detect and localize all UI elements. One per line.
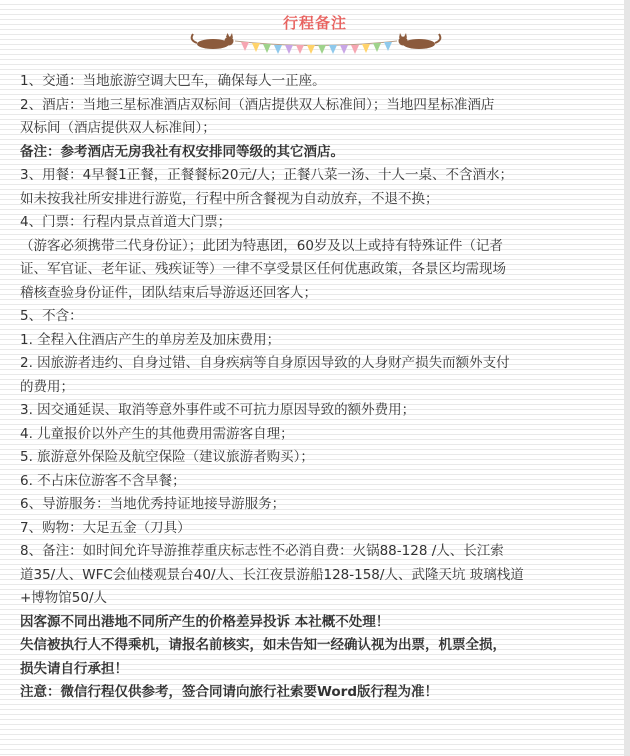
scrollbar-track[interactable] — [624, 0, 630, 756]
note-transport: 1、交通：当地旅游空调大巴车，确保每人一正座。 — [20, 73, 326, 89]
notice-price-difference: 因客源不同出港地不同所产生的价格差异投诉 本社概不处理！ — [20, 613, 390, 630]
excluded-item-4: 4. 儿童报价以外产生的其他费用需游客自理； — [20, 425, 294, 442]
note-hotel-cont: 双标间（酒店提供双人标准间）； — [20, 120, 216, 136]
note-hotel-remark: 备注：参考酒店无房我社有权安排同等级的其它酒店。 — [20, 143, 344, 160]
excluded-item-5: 5. 旅游意外保险及航空保险（建议旅游者购买）； — [20, 449, 314, 465]
note-guide-service: 6、导游服务：当地优秀持证地接导游服务； — [20, 496, 286, 512]
note-meals-cont: 如未按我社所安排进行游览，行程中所含餐视为自动放弃，不退不换； — [20, 190, 439, 207]
note-tickets-detail-2: 证、军官证、老年证、残疾证等）一律不享受景区任何优惠政策，各景区均需现场 — [20, 261, 506, 277]
note-excluded: 5、不含： — [20, 308, 83, 324]
notice-flight-ticket: 失信被执行人不得乘机，请报名前核实，如未告知一经确认视为出票，机票全损， — [20, 637, 506, 653]
notice-flight-ticket-cont: 损失请自行承担！ — [20, 660, 128, 677]
itinerary-notes — [20, 70, 620, 705]
excluded-item-6: 6. 不占床位游客不含早餐； — [20, 472, 186, 489]
note-shopping: 7、购物：大足五金（刀具） — [20, 519, 191, 536]
note-optional-expenses-cont: 道35/人、WFC会仙楼观景台40/人、长江夜景游船128-158/人、武隆天坑 玻璃栈道 — [20, 566, 524, 583]
note-meals: 3、用餐：4早餐1正餐，正餐餐标20元/人；正餐八菜一汤、十人一桌、不含酒水； — [20, 167, 513, 183]
note-tickets: 4、门票：行程内景点首道大门票； — [20, 214, 232, 230]
cat-bunting-decoration — [185, 28, 447, 58]
excluded-item-1: 1. 全程入住酒店产生的单房差及加床费用； — [20, 331, 281, 348]
note-optional-expenses-end: +博物馆50/人 — [20, 590, 108, 606]
excluded-item-2: 2. 因旅游者违约、自身过错、自身疾病等自身原因导致的人身财产损失而额外支付 — [20, 355, 510, 371]
notice-wechat-reference: 注意：微信行程仅供参考，签合同请向旅行社索要Word版行程为准！ — [20, 684, 439, 700]
right-cat-icon — [399, 33, 441, 49]
header — [0, 0, 630, 70]
page-title: 行程备注 — [282, 14, 347, 32]
excluded-item-2-cont: 的费用； — [20, 378, 74, 395]
note-tickets-detail-3: 稽核查验身份证件，团队结束后导游返还回客人； — [20, 284, 317, 301]
note-hotel: 2、酒店：当地三星标准酒店双标间（酒店提供双人标准间）；当地四星标准酒店 — [20, 96, 495, 113]
note-optional-expenses: 8、备注：如时间允许导游推荐重庆标志性不必消自费：火锅88-128 /人、长江索 — [20, 543, 504, 559]
note-tickets-detail-1: （游客必须携带二代身份证）；此团为特惠团，60岁及以上或持有特殊证件（记者 — [20, 237, 503, 254]
excluded-item-3: 3. 因交通延误、取消等意外事件或不可抗力原因导致的额外费用； — [20, 402, 416, 418]
left-cat-icon — [192, 33, 234, 49]
